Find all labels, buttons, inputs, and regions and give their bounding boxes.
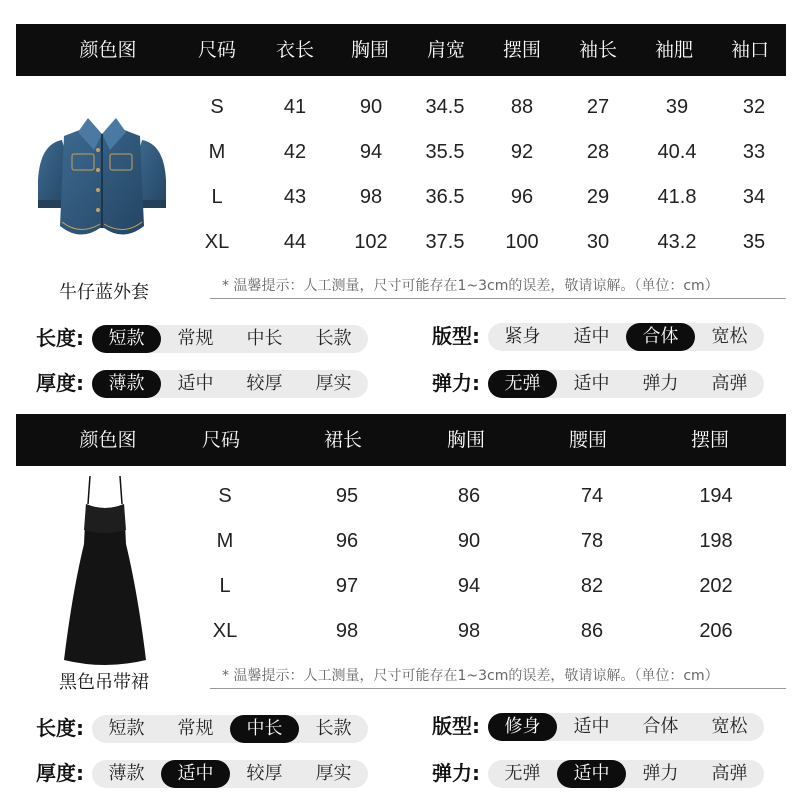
header-cuff: 袖口 xyxy=(730,39,770,61)
header-hem: 摆围 xyxy=(690,429,730,451)
thickness-label: 厚度: xyxy=(36,761,84,785)
note-divider xyxy=(210,298,786,299)
length-option[interactable]: 长款 xyxy=(315,328,352,349)
skirt-length-cell: 98 xyxy=(335,620,359,642)
cuff-cell: 32 xyxy=(742,96,766,118)
length-cell: 44 xyxy=(283,231,307,253)
jacket-product-name: 牛仔蓝外套 xyxy=(59,282,149,303)
sleeve-width-cell: 40.4 xyxy=(657,141,697,163)
length-option[interactable]: 短款 xyxy=(92,325,161,353)
thickness-option[interactable]: 较厚 xyxy=(246,373,283,394)
elasticity-option[interactable]: 适中 xyxy=(557,760,626,788)
bust-cell: 94 xyxy=(359,141,383,163)
hem-cell: 96 xyxy=(510,186,534,208)
bust-cell: 90 xyxy=(457,530,481,552)
fit-options xyxy=(488,713,764,741)
length-label: 长度: xyxy=(36,326,84,350)
elasticity-options xyxy=(488,760,764,788)
elasticity-options xyxy=(488,370,764,398)
header-hem: 摆围 xyxy=(502,39,542,61)
size-cell: S xyxy=(210,96,224,118)
fit-option[interactable]: 合体 xyxy=(642,716,679,737)
denim-jacket-image xyxy=(32,110,172,250)
sleeve-length-cell: 30 xyxy=(586,231,610,253)
bust-cell: 90 xyxy=(359,96,383,118)
dress-size-section xyxy=(0,410,800,800)
hem-cell: 202 xyxy=(699,575,733,597)
waist-cell: 86 xyxy=(580,620,604,642)
header-skirt-length: 裙长 xyxy=(323,429,363,451)
header-color-image: 颜色图 xyxy=(79,39,137,61)
fit-option[interactable]: 宽松 xyxy=(711,326,748,347)
sleeve-length-cell: 27 xyxy=(586,96,610,118)
cuff-cell: 35 xyxy=(742,231,766,253)
thickness-options xyxy=(92,760,368,788)
header-length: 衣长 xyxy=(275,39,315,61)
waist-cell: 82 xyxy=(580,575,604,597)
black-slip-dress-image xyxy=(60,474,150,670)
length-cell: 41 xyxy=(283,96,307,118)
measurement-note: * 温馨提示：人工测量，尺寸可能存在1~3cm的误差，敬请谅解。（单位：cm） xyxy=(222,278,719,294)
fit-option[interactable]: 适中 xyxy=(573,716,610,737)
sleeve-width-cell: 43.2 xyxy=(657,231,697,253)
shoulder-cell: 35.5 xyxy=(425,141,465,163)
bust-cell: 98 xyxy=(457,620,481,642)
cuff-cell: 34 xyxy=(742,186,766,208)
size-cell: XL xyxy=(212,620,238,642)
length-option[interactable]: 常规 xyxy=(177,328,214,349)
fit-option[interactable]: 修身 xyxy=(488,713,557,741)
size-cell: L xyxy=(219,575,231,597)
waist-cell: 74 xyxy=(580,485,604,507)
thickness-option[interactable]: 薄款 xyxy=(108,763,145,784)
hem-cell: 100 xyxy=(505,231,539,253)
sleeve-width-cell: 41.8 xyxy=(657,186,697,208)
hem-cell: 88 xyxy=(510,96,534,118)
elasticity-option[interactable]: 适中 xyxy=(573,373,610,394)
fit-option[interactable]: 合体 xyxy=(626,323,695,351)
dress-table-header xyxy=(16,414,786,466)
bust-cell: 102 xyxy=(354,231,388,253)
header-bust: 胸围 xyxy=(446,429,486,451)
skirt-length-cell: 95 xyxy=(335,485,359,507)
length-cell: 43 xyxy=(283,186,307,208)
size-cell: M xyxy=(216,530,234,552)
fit-option[interactable]: 适中 xyxy=(573,326,610,347)
fit-label: 版型: xyxy=(432,324,480,348)
size-cell: L xyxy=(211,186,223,208)
thickness-option[interactable]: 厚实 xyxy=(315,763,352,784)
elasticity-option[interactable]: 弹力 xyxy=(642,373,679,394)
bust-cell: 98 xyxy=(359,186,383,208)
elasticity-option[interactable]: 弹力 xyxy=(642,763,679,784)
length-option[interactable]: 常规 xyxy=(177,718,214,739)
length-cell: 42 xyxy=(283,141,307,163)
length-option[interactable]: 短款 xyxy=(108,718,145,739)
shoulder-cell: 37.5 xyxy=(425,231,465,253)
size-cell: S xyxy=(218,485,232,507)
cuff-cell: 33 xyxy=(742,141,766,163)
elasticity-option[interactable]: 高弹 xyxy=(711,763,748,784)
length-option[interactable]: 中长 xyxy=(230,715,299,743)
note-divider xyxy=(210,688,786,689)
elasticity-label: 弹力: xyxy=(432,371,480,395)
header-sleeve-width: 袖肥 xyxy=(654,39,694,61)
thickness-option[interactable]: 薄款 xyxy=(92,370,161,398)
skirt-length-cell: 96 xyxy=(335,530,359,552)
header-waist: 腰围 xyxy=(568,429,608,451)
thickness-option[interactable]: 较厚 xyxy=(246,763,283,784)
dress-product-name: 黑色吊带裙 xyxy=(59,672,149,693)
sleeve-length-cell: 29 xyxy=(586,186,610,208)
hem-cell: 198 xyxy=(699,530,733,552)
length-options xyxy=(92,715,368,743)
length-label: 长度: xyxy=(36,716,84,740)
measurement-note: * 温馨提示：人工测量，尺寸可能存在1~3cm的误差，敬请谅解。（单位：cm） xyxy=(222,668,719,684)
elasticity-option[interactable]: 无弹 xyxy=(488,370,557,398)
fit-options xyxy=(488,323,764,351)
fit-option[interactable]: 紧身 xyxy=(504,326,541,347)
shoulder-cell: 36.5 xyxy=(425,186,465,208)
skirt-length-cell: 97 xyxy=(335,575,359,597)
hem-cell: 92 xyxy=(510,141,534,163)
thickness-options xyxy=(92,370,368,398)
header-bust: 胸围 xyxy=(350,39,390,61)
waist-cell: 78 xyxy=(580,530,604,552)
bust-cell: 86 xyxy=(457,485,481,507)
elasticity-label: 弹力: xyxy=(432,761,480,785)
fit-label: 版型: xyxy=(432,714,480,738)
sleeve-length-cell: 28 xyxy=(586,141,610,163)
thickness-option[interactable]: 适中 xyxy=(177,373,214,394)
length-option[interactable]: 中长 xyxy=(246,328,283,349)
header-size: 尺码 xyxy=(201,429,241,451)
hem-cell: 194 xyxy=(699,485,733,507)
length-option[interactable]: 长款 xyxy=(315,718,352,739)
thickness-option[interactable]: 适中 xyxy=(161,760,230,788)
size-cell: M xyxy=(208,141,226,163)
elasticity-option[interactable]: 无弹 xyxy=(504,763,541,784)
hem-cell: 206 xyxy=(699,620,733,642)
length-options xyxy=(92,325,368,353)
thickness-label: 厚度: xyxy=(36,371,84,395)
elasticity-option[interactable]: 高弹 xyxy=(711,373,748,394)
fit-option[interactable]: 宽松 xyxy=(711,716,748,737)
bust-cell: 94 xyxy=(457,575,481,597)
jacket-table-header xyxy=(16,24,786,76)
shoulder-cell: 34.5 xyxy=(425,96,465,118)
header-size: 尺码 xyxy=(197,39,237,61)
header-sleeve-length: 袖长 xyxy=(578,39,618,61)
thickness-option[interactable]: 厚实 xyxy=(315,373,352,394)
size-cell: XL xyxy=(204,231,230,253)
header-color-image: 颜色图 xyxy=(79,429,137,451)
sleeve-width-cell: 39 xyxy=(665,96,689,118)
header-shoulder: 肩宽 xyxy=(426,39,466,61)
